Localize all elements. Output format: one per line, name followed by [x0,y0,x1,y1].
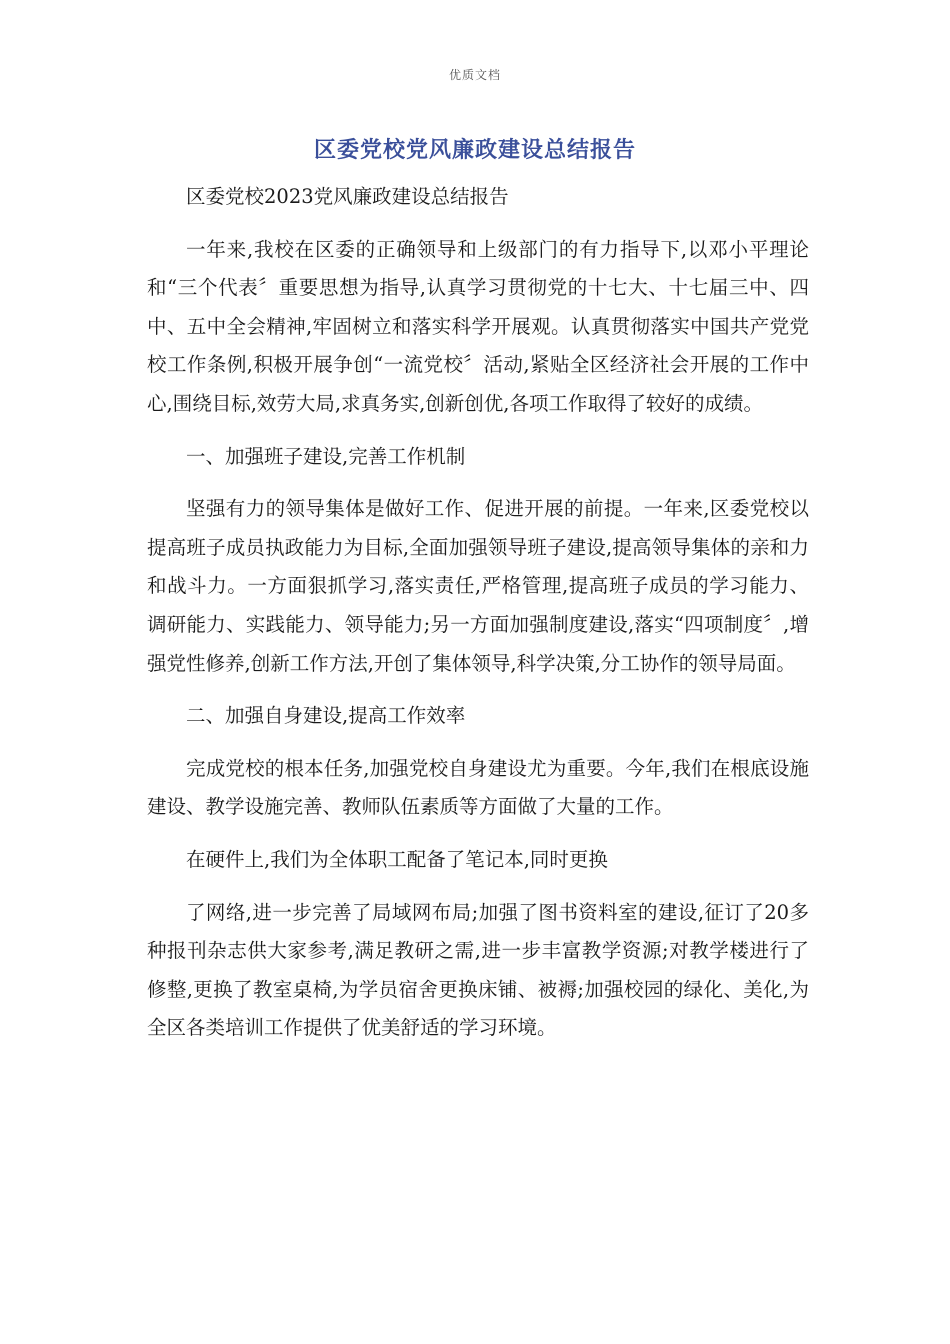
page-header: 优质文档 [448,68,501,82]
subtitle-paragraph: 区委党校2023党风廉政建设总结报告 [186,185,509,208]
intro-paragraph: 一年来,我校在区委的正确领导和上级部门的有力指导下,以邓小平理论和“三个代表〞重要思想为指导,认真学习贯彻党的十七大、十七届三中、四中、五中全会精神,牢固树立和落实科学开展观。认真贯彻落实中国共产党党校工作条例,积极开展争创“一流党校〞活动,紧贴全区经济社会开展的工作中心,围绕目标,效劳大局,求真务实,创新创优,各项工作取得了较好的成绩。 [147,237,809,415]
section-heading-1: 一、加强班子建设,完善工作机制 [186,444,466,468]
hardware-paragraph: 在硬件上,我们为全体职工配备了笔记本,同时更换 [186,847,608,871]
section-1-paragraph: 坚强有力的领导集体是做好工作、促进开展的前提。一年来,区委党校以提高班子成员执政能力为目标,全面加强领导班子建设,提高领导集体的亲和力和战斗力。一方面狠抓学习,落实责任,严格管理,提高班子成员的学习能力、调研能力、实践能力、领导能力;另一方面加强制度建设,落实“四项制度〞,增强党性修养,创新工作方法,开创了集体领导,科学决策,分工协作的领导局面。 [147,497,809,675]
section-2-paragraph: 完成党校的根本任务,加强党校自身建设尤为重要。今年,我们在根底设施建设、教学设施完善、教师队伍素质等方面做了大量的工作。 [147,756,809,819]
document-title: 区委党校党风廉政建设总结报告 [313,138,636,163]
section-heading-2: 二、加强自身建设,提高工作效率 [186,704,466,728]
network-paragraph: 了网络,进一步完善了局域网布局;加强了图书资料室的建设,征订了20多种报刊杂志供大家参考,满足教研之需,进一步丰富教学资源;对教学楼进行了修整,更换了教室桌椅,为学员宿舍更换床铺、被褥;加强校园的绿化、美化,为全区各类培训工作提供了优美舒适的学习环境。 [147,900,809,1040]
document-body [147,178,809,1062]
